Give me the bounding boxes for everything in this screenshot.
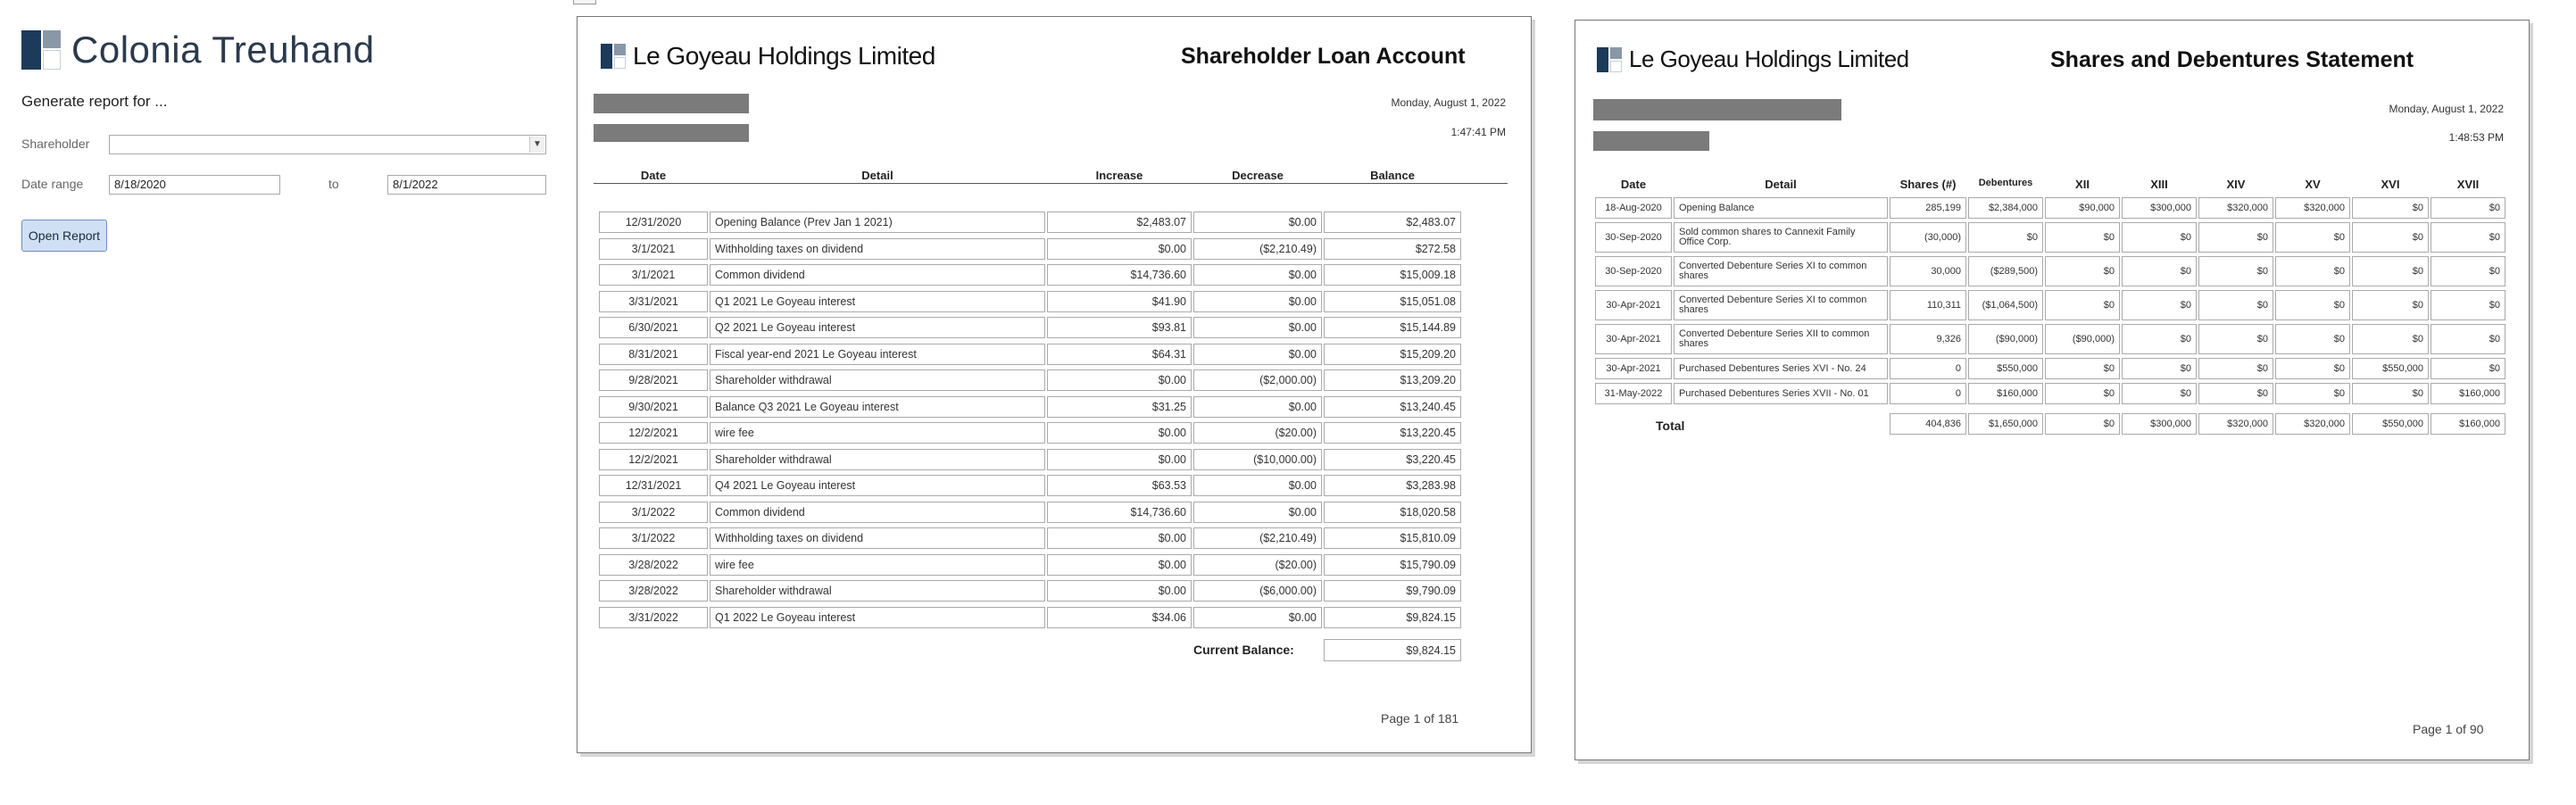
column-header-shares: Shares (#) [1899,178,1957,191]
cell-value: 0 [1890,383,1966,404]
company-name: Le Goyeau Holdings Limited [633,42,935,70]
cell-value: $0 [2431,222,2505,253]
cell-detail: Shareholder withdrawal [710,369,1045,391]
cell-value: $0 [2122,290,2197,320]
cell-date: 3/31/2022 [599,607,708,628]
cell-decrease: ($20.00) [1193,422,1322,444]
column-header-xiii: XIII [2150,178,2168,191]
cell-value: ($90,000) [1968,324,2043,354]
cell-value: $0 [2431,290,2505,320]
total-cell: $550,000 [2352,413,2429,435]
company-mark-icon [1597,47,1622,72]
redacted-block [594,94,749,113]
shareholder-select[interactable] [109,135,546,154]
total-cell: $1,650,000 [1968,413,2043,435]
column-header-xiv: XIV [2226,178,2246,191]
cell-detail: Withholding taxes on dividend [710,527,1045,549]
cell-value: $160,000 [1968,383,2043,404]
cell-balance: $3,220.45 [1324,449,1461,470]
cell-value: $0 [2275,358,2350,379]
cell-decrease: $0.00 [1193,396,1322,418]
cell-detail: Purchased Debentures Series XVI - No. 24 [1674,358,1888,379]
redacted-block [1593,131,1709,151]
cell-date: 9/30/2021 [599,396,708,418]
column-header-debentures: Debentures [1978,178,2033,188]
cell-balance: $3,283.98 [1324,475,1461,496]
column-header-xvii: XVII [2456,178,2480,191]
cell-value: $0 [2275,256,2350,286]
page-number: Page 1 of 90 [2413,722,2484,736]
cell-value: $0 [2198,358,2273,379]
cell-increase: $14,736.60 [1047,502,1192,523]
cell-date: 3/28/2022 [599,554,708,576]
cell-value: $0 [2352,256,2429,286]
column-header-xii: XII [2075,178,2090,191]
cell-value: $0 [2122,256,2197,286]
cell-decrease: $0.00 [1193,607,1322,628]
cell-value: $0 [2045,256,2120,286]
company-logo [601,42,935,71]
cell-value: $0 [2045,290,2120,320]
cell-date: 30-Apr-2021 [1595,324,1672,354]
column-header-decrease: Decrease [1232,169,1284,182]
cell-increase: $93.81 [1047,317,1192,338]
cell-date: 31-May-2022 [1595,383,1672,404]
cell-date: 8/31/2021 [599,344,708,365]
cell-increase: $0.00 [1047,554,1192,576]
cell-balance: $15,144.89 [1324,317,1461,338]
cell-value: $320,000 [2275,197,2350,219]
cell-value: 9,326 [1890,324,1966,354]
company-name: Le Goyeau Holdings Limited [1629,46,1909,72]
report-date: Monday, August 1, 2022 [1391,96,1506,109]
shareholder-label: Shareholder [21,137,90,151]
cell-balance: $15,209.20 [1324,344,1461,365]
cell-value: $320,000 [2198,197,2273,219]
cell-value: $0 [2275,290,2350,320]
current-balance-value: $9,824.15 [1324,639,1461,661]
cell-value: $0 [2431,358,2505,379]
cell-detail: wire fee [710,422,1045,444]
total-cell: $160,000 [2431,413,2505,435]
cell-detail: Q2 2021 Le Goyeau interest [710,317,1045,338]
total-cell: $0 [2045,413,2120,435]
cell-increase: $0.00 [1047,238,1192,260]
total-cell: $320,000 [2275,413,2350,435]
cell-value: $0 [2045,222,2120,253]
total-label: Total [1656,419,1685,433]
report-title: Shares and Debentures Statement [2050,47,2414,72]
cell-value: $0 [2275,324,2350,354]
cell-date: 6/30/2021 [599,317,708,338]
cell-value: 0 [1890,358,1966,379]
cell-date: 3/31/2021 [599,291,708,312]
cell-date: 3/1/2022 [599,527,708,549]
cell-value: 110,311 [1890,290,1966,320]
cell-value: $0 [2431,256,2505,286]
cell-value: ($90,000) [2045,324,2120,354]
cell-increase: $14,736.60 [1047,264,1192,286]
loan-report-page [577,16,1532,753]
cell-value: ($289,500) [1968,256,2043,286]
cell-balance: $15,051.08 [1324,291,1461,312]
cell-balance: $15,790.09 [1324,554,1461,576]
cell-increase: $0.00 [1047,527,1192,549]
column-header-balance: Balance [1370,169,1415,182]
brand-mark-icon [21,30,61,70]
cell-date: 12/31/2021 [599,475,708,496]
cell-value: $0 [2122,358,2197,379]
cell-detail: Converted Debenture Series XI to common shares [1674,256,1888,286]
cell-value: $0 [2198,290,2273,320]
cell-decrease: ($2,000.00) [1193,369,1322,391]
cell-value: $90,000 [2045,197,2120,219]
date-from-input[interactable]: 8/18/2020 [109,175,280,195]
redacted-block [594,124,749,142]
cell-detail: Q1 2022 Le Goyeau interest [710,607,1045,628]
cell-detail: Common dividend [710,264,1045,286]
cell-date: 30-Sep-2020 [1595,256,1672,286]
cell-detail: Withholding taxes on dividend [710,238,1045,260]
cell-decrease: ($20.00) [1193,554,1322,576]
cell-date: 3/1/2022 [599,502,708,523]
cell-value: $0 [2275,383,2350,404]
column-header-xvi: XVI [2381,178,2400,191]
cell-balance: $18,020.58 [1324,502,1461,523]
cell-value: $550,000 [2352,358,2429,379]
cell-detail: Converted Debenture Series XII to common shares [1674,324,1888,354]
brand-name: Colonia Treuhand [71,29,375,71]
company-mark-icon [601,44,626,69]
report-time: 1:47:41 PM [1450,126,1506,138]
cell-value: $0 [1968,222,2043,253]
cell-detail: Balance Q3 2021 Le Goyeau interest [710,396,1045,418]
column-header-xv: XV [2305,178,2321,191]
cell-decrease: ($2,210.49) [1193,238,1322,260]
cell-balance: $9,824.15 [1324,607,1461,628]
header-rule [594,183,1508,184]
cell-date: 30-Sep-2020 [1595,222,1672,253]
cell-decrease: $0.00 [1193,317,1322,338]
cell-decrease: $0.00 [1193,344,1322,365]
cell-value: $0 [2431,197,2505,219]
company-logo [1597,46,1909,73]
generate-heading: Generate report for ... [21,93,168,110]
cell-balance: $13,220.45 [1324,422,1461,444]
cell-detail: Shareholder withdrawal [710,580,1045,602]
cell-value: $0 [2352,324,2429,354]
cell-balance: $15,810.09 [1324,527,1461,549]
cell-value: $0 [2352,222,2429,253]
cell-date: 3/1/2021 [599,264,708,286]
column-header-date: Date [1620,178,1647,191]
cell-value: (30,000) [1890,222,1966,253]
cell-balance: $13,240.45 [1324,396,1461,418]
cell-detail: Opening Balance [1674,197,1888,219]
cell-balance: $13,209.20 [1324,369,1461,391]
cell-increase: $41.90 [1047,291,1192,312]
cell-value: $550,000 [1968,358,2043,379]
cell-decrease: $0.00 [1193,291,1322,312]
cell-increase: $0.00 [1047,449,1192,470]
report-time: 1:48:53 PM [2448,131,2504,144]
cell-value: $0 [2431,324,2505,354]
cell-balance: $9,790.09 [1324,580,1461,602]
current-balance-label: Current Balance: [1193,643,1294,657]
cell-date: 3/28/2022 [599,580,708,602]
cell-decrease: ($2,210.49) [1193,527,1322,549]
cell-detail: wire fee [710,554,1045,576]
cell-decrease: $0.00 [1193,502,1322,523]
cell-detail: Purchased Debentures Series XVII - No. 01 [1674,383,1888,404]
cell-value: $0 [2122,324,2197,354]
chevron-down-icon[interactable]: ▼ [529,137,544,153]
brand-logo [21,29,375,71]
cell-balance: $2,483.07 [1324,212,1461,233]
total-cell: $320,000 [2198,413,2273,435]
redacted-block [1593,99,1841,120]
cell-date: 3/1/2021 [599,238,708,260]
column-header-detail: Detail [1765,178,1797,191]
cell-increase: $2,483.07 [1047,212,1192,233]
cell-value: $2,384,000 [1968,197,2043,219]
cell-decrease: $0.00 [1193,264,1322,286]
column-header-increase: Increase [1095,169,1143,182]
column-header-detail: Detail [861,169,893,182]
tab-indicator [573,0,596,4]
cell-value: $0 [2352,197,2429,219]
page-number: Page 1 of 181 [1381,711,1459,726]
cell-decrease: $0.00 [1193,212,1322,233]
cell-value: ($1,064,500) [1968,290,2043,320]
cell-increase: $63.53 [1047,475,1192,496]
shares-report-page [1575,20,2530,760]
cell-value: $300,000 [2122,197,2197,219]
cell-detail: Sold common shares to Cannexit Family Office Corp. [1674,222,1888,253]
cell-value: $0 [2045,358,2120,379]
cell-value: $0 [2198,383,2273,404]
cell-detail: Common dividend [710,502,1045,523]
cell-detail: Fiscal year-end 2021 Le Goyeau interest [710,344,1045,365]
cell-value: $0 [2352,290,2429,320]
cell-detail: Converted Debenture Series XI to common shares [1674,290,1888,320]
cell-date: 30-Apr-2021 [1595,358,1672,379]
cell-detail: Shareholder withdrawal [710,449,1045,470]
cell-date: 12/2/2021 [599,422,708,444]
report-title: Shareholder Loan Account [1181,44,1466,69]
cell-detail: Q1 2021 Le Goyeau interest [710,291,1045,312]
cell-value: $0 [2352,383,2429,404]
cell-balance: $15,009.18 [1324,264,1461,286]
cell-value: $160,000 [2431,383,2505,404]
cell-increase: $0.00 [1047,422,1192,444]
cell-value: 285,199 [1890,197,1966,219]
date-range-label: Date range [21,177,84,191]
cell-increase: $64.31 [1047,344,1192,365]
open-report-button[interactable]: Open Report [21,220,107,252]
cell-value: $0 [2122,383,2197,404]
cell-value: $0 [2198,256,2273,286]
to-label: to [328,177,339,191]
total-cell: $300,000 [2122,413,2197,435]
cell-decrease: $0.00 [1193,475,1322,496]
cell-value: 30,000 [1890,256,1966,286]
cell-date: 12/2/2021 [599,449,708,470]
date-to-input[interactable]: 8/1/2022 [387,175,546,195]
report-date: Monday, August 1, 2022 [2389,103,2504,115]
cell-value: $0 [2198,222,2273,253]
cell-balance: $272.58 [1324,238,1461,260]
cell-increase: $31.25 [1047,396,1192,418]
cell-value: $0 [2122,222,2197,253]
cell-date: 9/28/2021 [599,369,708,391]
cell-increase: $0.00 [1047,580,1192,602]
cell-date: 18-Aug-2020 [1595,197,1672,219]
cell-increase: $34.06 [1047,607,1192,628]
cell-detail: Q4 2021 Le Goyeau interest [710,475,1045,496]
cell-value: $0 [2198,324,2273,354]
cell-value: $0 [2045,383,2120,404]
cell-value: $0 [2275,222,2350,253]
cell-detail: Opening Balance (Prev Jan 1 2021) [710,212,1045,233]
total-cell: 404,836 [1890,413,1966,435]
cell-increase: $0.00 [1047,369,1192,391]
cell-decrease: ($6,000.00) [1193,580,1322,602]
cell-date: 12/31/2020 [599,212,708,233]
cell-date: 30-Apr-2021 [1595,290,1672,320]
cell-decrease: ($10,000.00) [1193,449,1322,470]
column-header-date: Date [640,169,667,182]
